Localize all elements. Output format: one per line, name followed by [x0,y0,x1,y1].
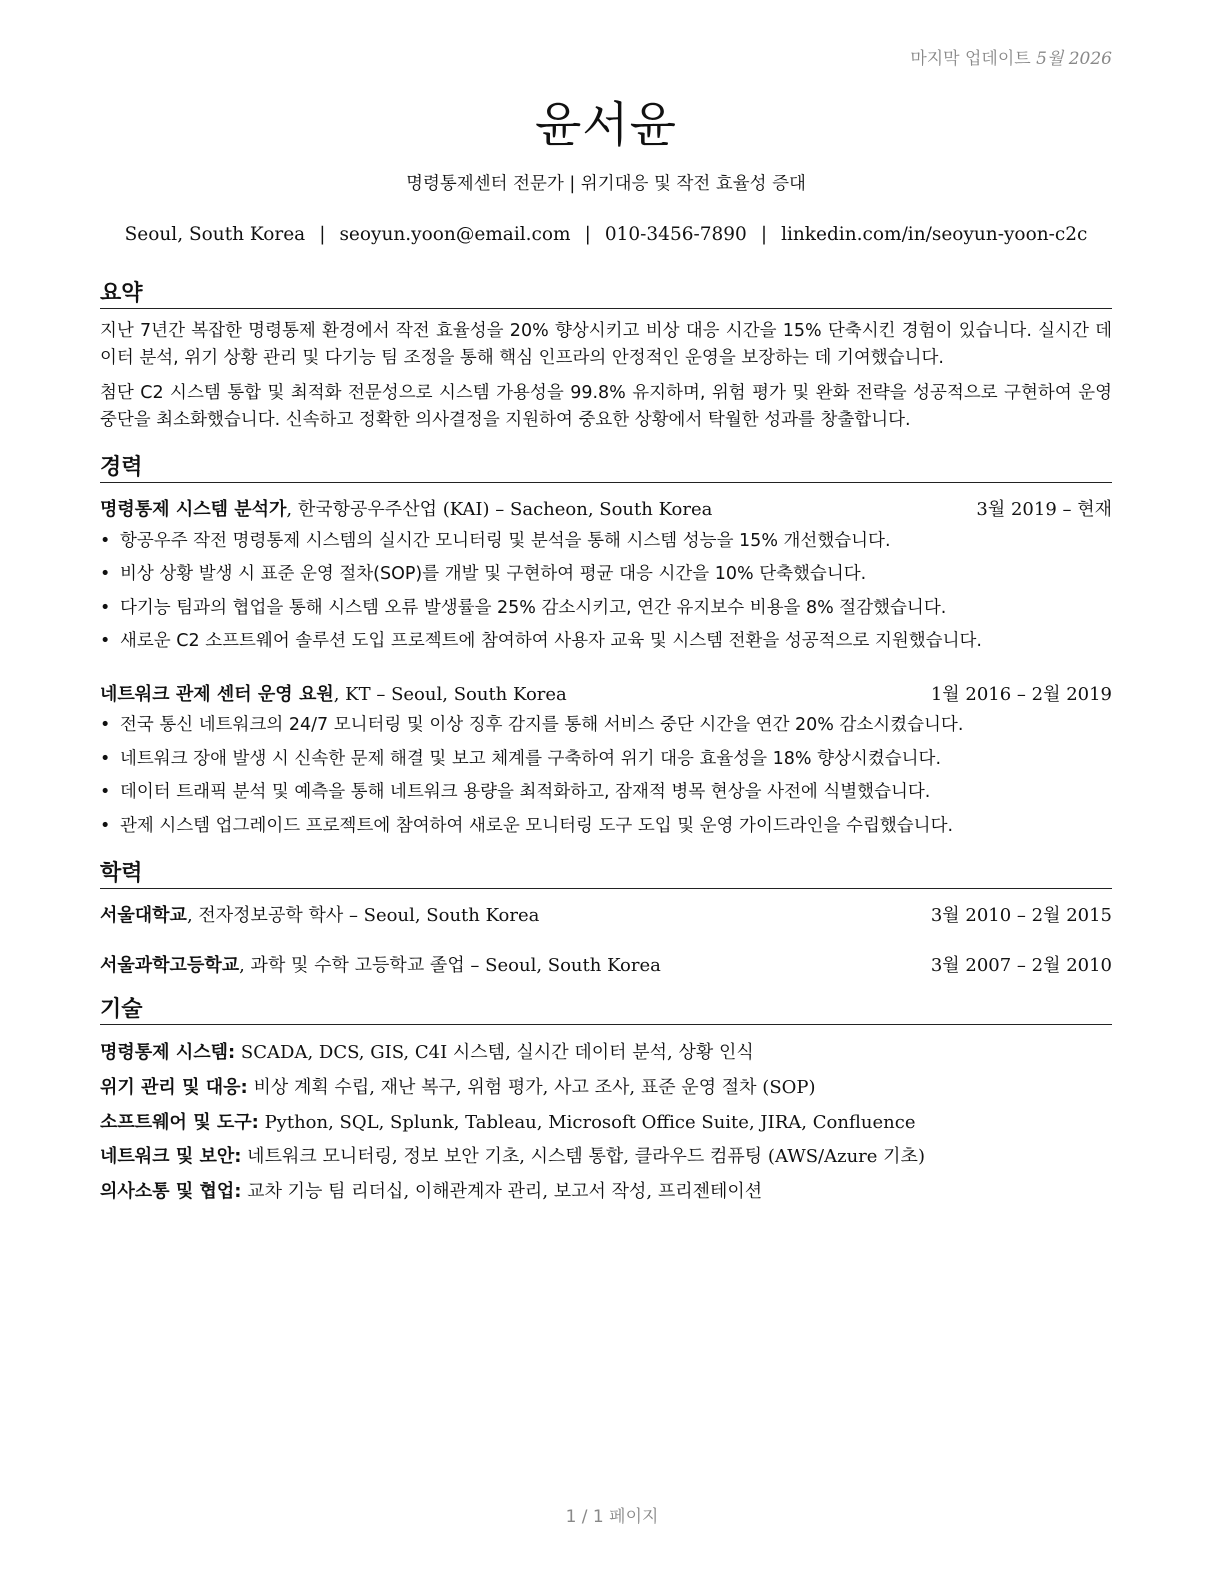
page-number: 1 / 1 페이지 [565,1507,659,1527]
tagline: 명령통제센터 전문가 | 위기대응 및 작전 효율성 증대 [406,174,806,194]
contact-separator: | [584,224,591,245]
job-header [100,680,1112,706]
bullet-icon: • [100,749,111,769]
skill-value: Python, SQL, Splunk, Tableau, Microsoft Office Suite, JIRA, Confluence [258,1112,916,1133]
section-title-experience: 경력 [100,450,1112,483]
skill-value: 비상 계획 수립, 재난 복구, 위험 평가, 사고 조사, 표준 운영 절차 (SOP) [247,1077,816,1098]
skill-value: 네트워크 모니터링, 정보 보안 기초, 시스템 통합, 클라우드 컴퓨팅 (AWS/Azure 기초) [241,1146,925,1167]
last-updated-label: 마지막 업데이트 [910,49,1031,69]
contact-separator: | [319,224,326,245]
bullet-icon: • [100,782,111,802]
skill-label: 의사소통 및 협업: [100,1181,242,1202]
job-bullet: • 새로운 C2 소프트웨어 솔루션 도입 프로젝트에 참여하여 사용자 교육 및 시스템 전환을 성공적으로 지원했습니다. [100,631,982,651]
bullet-icon: • [100,598,111,618]
bullet-icon: • [100,631,111,651]
job-bullet: • 전국 통신 네트워크의 24/7 모니터링 및 이상 징후 감지를 통해 서비스 중단 시간을 연간 20% 감소시켰습니다. [100,715,964,735]
job-bullet: • 네트워크 장애 발생 시 신속한 문제 해결 및 보고 체계를 구축하여 위기 대응 효율성을 18% 향상시켰습니다. [100,749,942,769]
job-role: 명령통제 시스템 분석가 [100,499,287,520]
section-title-summary: 요약 [100,276,1112,309]
contact-location: Seoul, South Korea [124,224,306,245]
skill-item [100,1073,1112,1099]
job-role: 네트워크 관제 센터 운영 요원 [100,684,334,705]
education-item [100,951,1112,977]
last-updated [910,44,1112,69]
school-detail: , 전자정보공학 학사 – Seoul, South Korea [186,905,540,926]
bullet-icon: • [100,531,111,551]
job-org: , 한국항공우주산업 (KAI) – Sacheon, South Korea [286,499,713,520]
skill-label: 네트워크 및 보안: [100,1146,242,1167]
job-header [100,495,1112,521]
job-bullet: • 다기능 팀과의 협업을 통해 시스템 오류 발생률을 25% 감소시키고, 연간 유지보수 비용을 8% 절감했습니다. [100,598,947,618]
contact-email[interactable]: seoyun.yoon@email.com [339,224,571,245]
summary-paragraph: 첨단 C2 시스템 통합 및 최적화 전문성으로 시스템 가용성을 99.8% 유지하며, 위험 평가 및 완화 전략을 성공적으로 구현하여 운영 중단을 최소화했습니다. 신속하고 정확한 의사결정을 지원하여 중요한 상황에서 탁월한 성과를 창출합니다. [100,383,1112,430]
skill-item [100,1142,1112,1168]
bullet-icon: • [100,564,111,584]
last-updated-date: 5월 2026 [1036,49,1112,69]
skill-item [100,1177,1112,1203]
school-detail: , 과학 및 수학 고등학교 졸업 – Seoul, South Korea [239,955,661,976]
summary-paragraph: 지난 7년간 복잡한 명령통제 환경에서 작전 효율성을 20% 향상시키고 비상 대응 시간을 15% 단축시킨 경험이 있습니다. 실시간 데이터 분석, 위기 상황 관리 및 다기능 팀 조정을 통해 핵심 인프라의 안정적인 운영을 보장하는 데 기여했습니다. [100,321,1112,368]
education-item [100,901,1112,927]
bullet-icon: • [100,715,111,735]
school-name: 서울과학고등학교 [100,955,240,976]
job-bullet: • 항공우주 작전 명령통제 시스템의 실시간 모니터링 및 분석을 통해 시스템 성능을 15% 개선했습니다. [100,531,891,551]
section-title-education: 학력 [100,856,1112,889]
job-bullet: • 관제 시스템 업그레이드 프로젝트에 참여하여 새로운 모니터링 도구 도입 및 운영 가이드라인을 수립했습니다. [100,816,954,836]
skill-label: 명령통제 시스템: [100,1042,236,1063]
candidate-name: 윤서윤 [534,97,678,153]
bullet-icon: • [100,816,111,836]
job-dates: 1월 2016 – 2월 2019 [930,684,1112,705]
job-org: , KT – Seoul, South Korea [333,684,567,705]
job-dates: 3월 2019 – 현재 [976,499,1112,520]
skill-item [100,1108,1112,1134]
job-bullet: • 데이터 트래픽 분석 및 예측을 통해 네트워크 용량을 최적화하고, 잠재적 병목 현상을 사전에 식별했습니다. [100,782,931,802]
job-bullet: • 비상 상황 발생 시 표준 운영 절차(SOP)를 개발 및 구현하여 평균 대응 시간을 10% 단축했습니다. [100,564,867,584]
school-dates: 3월 2007 – 2월 2010 [930,955,1112,976]
section-title-skills: 기술 [100,992,1112,1025]
contact-separator: | [760,224,768,245]
skill-value: 교차 기능 팀 리더십, 이해관계자 관리, 보고서 작성, 프리젠테이션 [241,1181,763,1202]
skill-label: 위기 관리 및 대응: [100,1077,248,1098]
contact-linkedin[interactable]: linkedin.com/in/seoyun-yoon-c2c [781,224,1088,245]
school-dates: 3월 2010 – 2월 2015 [930,905,1112,926]
contact-line [100,224,1112,245]
skill-label: 소프트웨어 및 도구: [100,1112,259,1133]
skill-item [100,1038,1112,1064]
school-name: 서울대학교 [100,905,187,926]
contact-phone: 010-3456-7890 [604,224,747,245]
skill-value: SCADA, DCS, GIS, C4I 시스템, 실시간 데이터 분석, 상황 인식 [235,1042,754,1063]
